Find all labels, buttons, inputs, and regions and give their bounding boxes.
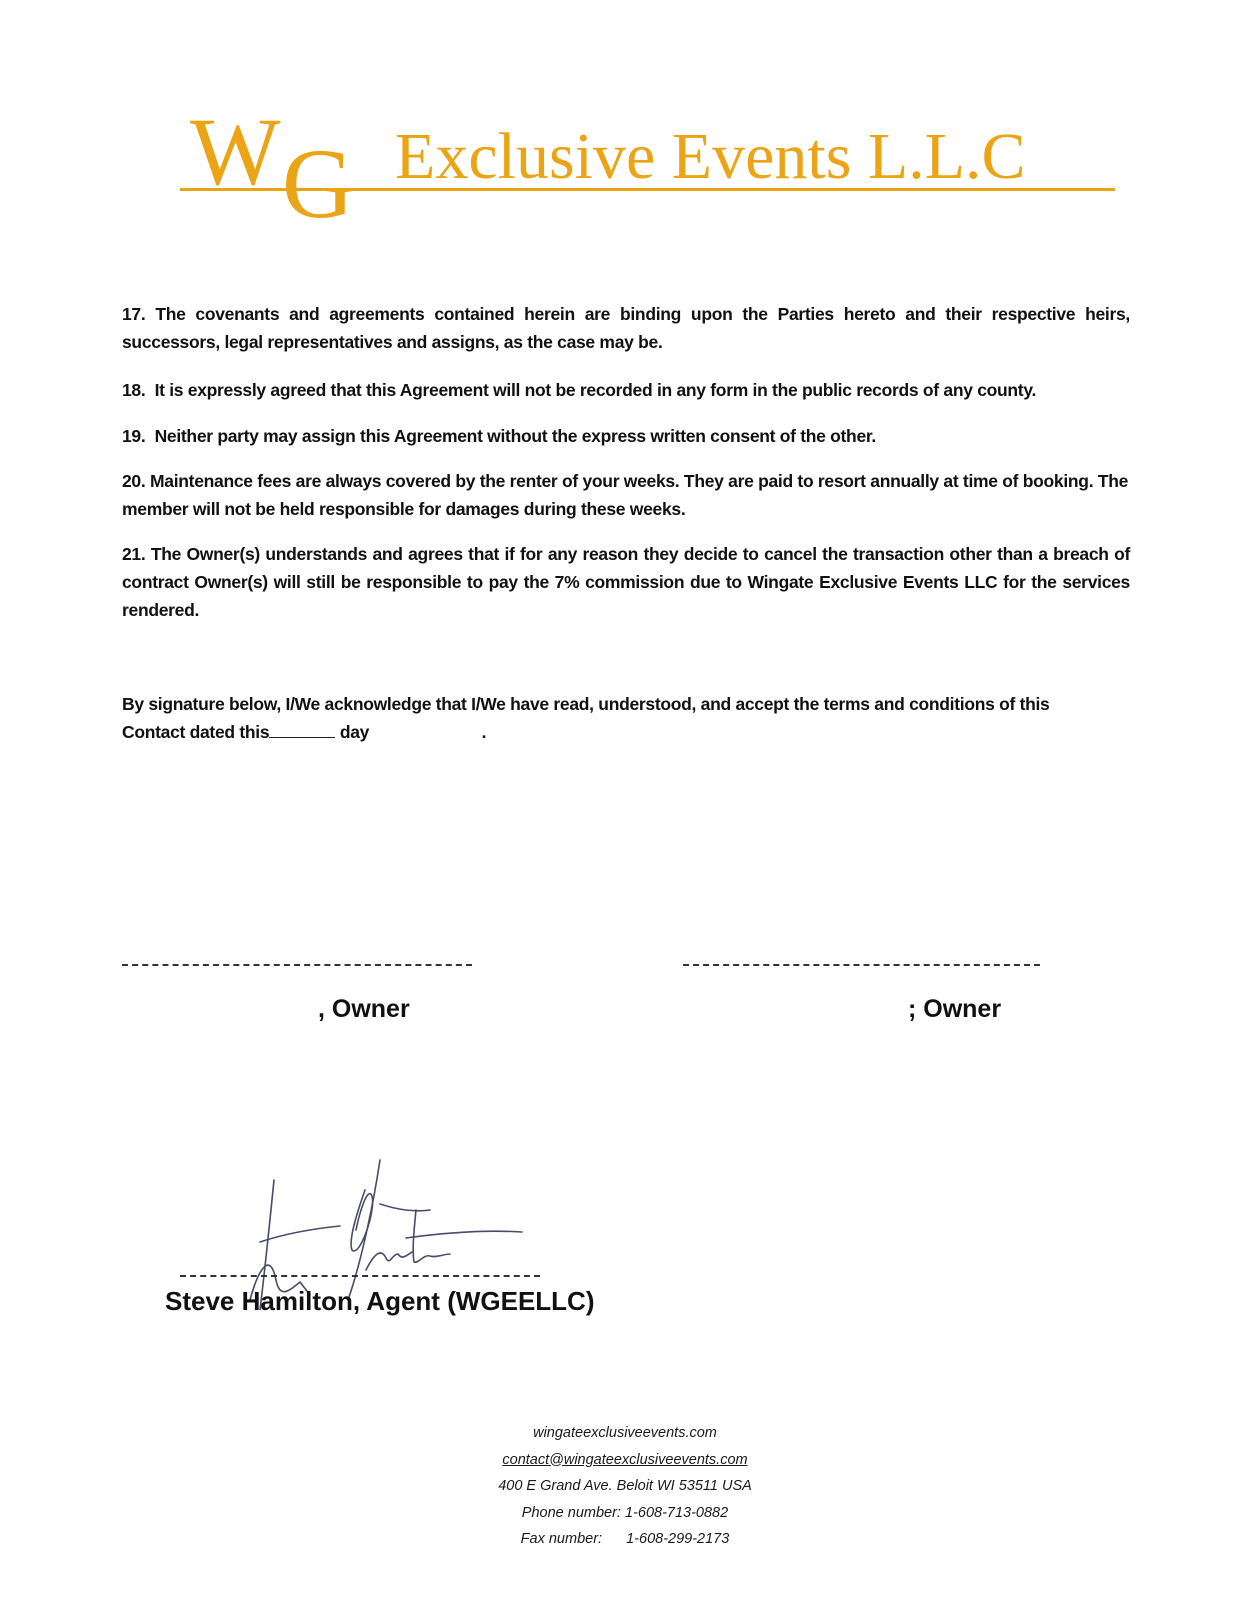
footer-contact xyxy=(0,1420,1250,1553)
footer-phone xyxy=(0,1500,1250,1527)
logo-monogram-g: G xyxy=(282,128,355,239)
clause-number: 17. xyxy=(122,304,146,324)
signature-stroke xyxy=(380,1204,430,1211)
clause-text: It is expressly agreed that this Agreement will not be recorded in any form in the public records of any county. xyxy=(154,380,1037,400)
clause-number: 20. xyxy=(122,471,146,491)
owner-left-signature-line[interactable] xyxy=(122,964,472,966)
logo-monogram-w: W xyxy=(190,98,281,205)
phone-number: 1-608-713-0882 xyxy=(624,1504,729,1521)
clause-text: The covenants and agreements contained herein are binding upon the Parties hereto and their respective heirs, successors, legal representatives and assigns, as the case may be. xyxy=(122,304,1130,352)
clause-number: 19. xyxy=(122,426,146,446)
phone-label: Phone number: xyxy=(521,1504,621,1521)
fax-number: 1-608-299-2173 xyxy=(626,1531,730,1547)
clause-text: The Owner(s) understands and agrees that if for any reason they decide to cancel the transaction other than a breach of contract Owner(s) will still be responsible to pay the 7% commission due to Wingate Exclusive Events LLC for the services rendered. xyxy=(122,544,1130,620)
redacted-date xyxy=(374,718,482,746)
clause-17 xyxy=(122,300,1130,356)
clause-number: 18. xyxy=(122,380,146,400)
owner-right-label: ; Owner xyxy=(908,995,1002,1023)
dated-prefix: Contact dated this xyxy=(122,722,270,742)
clause-number: 21. xyxy=(122,544,146,564)
clause-text: Maintenance fees are always covered by the renter of your weeks. They are paid to resort annually at time of booking. The member will not be held responsible for damages during these weeks. xyxy=(122,471,1129,519)
signature-stroke xyxy=(406,1231,522,1238)
footer-address: 400 E Grand Ave. Beloit WI 53511 USA xyxy=(498,1478,752,1494)
logo-company-name: Exclusive Events L.L.C xyxy=(395,120,1026,193)
agent-signature-line[interactable] xyxy=(180,1275,540,1277)
day-blank-field[interactable] xyxy=(269,723,335,738)
acknowledgement xyxy=(122,690,1130,746)
clause-21 xyxy=(122,540,1130,624)
fax-label: Fax number: xyxy=(520,1531,603,1547)
footer-fax xyxy=(0,1526,1250,1553)
clause-19 xyxy=(122,422,1130,450)
owner-right-signature-line[interactable] xyxy=(683,964,1040,966)
agent-label: Steve Hamilton, Agent (WGEELLC) xyxy=(165,1286,595,1316)
dated-day: day xyxy=(339,722,370,742)
clause-20 xyxy=(122,467,1130,523)
clause-text: Neither party may assign this Agreement without the express written consent of the other. xyxy=(154,426,876,446)
owner-left-label: , Owner xyxy=(318,995,410,1023)
signature-stroke xyxy=(260,1226,340,1242)
dated-suffix: . xyxy=(481,722,487,742)
footer-email-link[interactable]: contact@wingateexclusiveevents.com xyxy=(502,1451,748,1468)
signature-stroke xyxy=(366,1252,412,1270)
footer-website[interactable]: wingateexclusiveevents.com xyxy=(533,1425,717,1441)
acknowledgement-text: By signature below, I/We acknowledge that I/We have read, understood, and accept the terms and conditions of this xyxy=(122,694,1050,714)
clause-18 xyxy=(122,376,1130,404)
